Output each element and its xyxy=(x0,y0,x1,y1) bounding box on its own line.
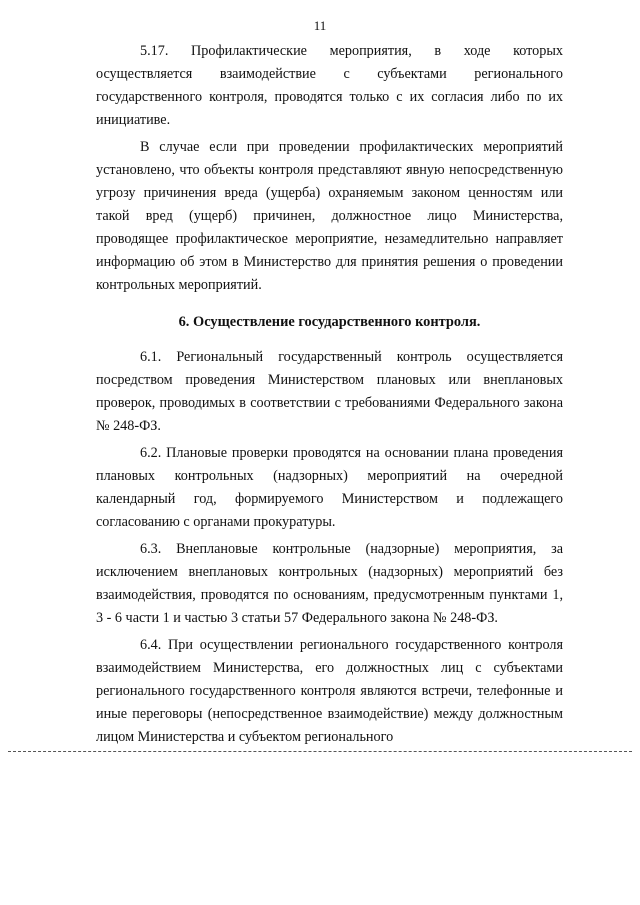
paragraph-6-1: 6.1. Региональный государственный контроль осуществляется посредством проведения Министерством плановых или внеплановых проверок, проводимых в соответствии с требованиями Федерального закона № 248-ФЗ. xyxy=(96,349,563,434)
page-divider xyxy=(8,751,632,752)
paragraph-6-4: 6.4. При осуществлении регионального государственного контроля взаимодействием Министерства, его должностных лиц с субъектами регионального государственного контроля являются встречи, телефонные и иные переговоры (непосредственное взаимодействие) между должностным лицом Министерства и субъектом регионального xyxy=(96,637,563,745)
document-body xyxy=(96,40,563,749)
section-heading: 6. Осуществление государственного контроля. xyxy=(178,314,481,330)
paragraph-6-2: 6.2. Плановые проверки проводятся на основании плана проведения плановых контрольных (надзорных) мероприятий на очередной календарный год, формируемого Министерством и подлежащего согласованию с органами прокуратуры. xyxy=(96,445,563,530)
paragraph-6-3: 6.3. Внеплановые контрольные (надзорные) мероприятия, за исключением внеплановых контрольных (надзорных) мероприятий без взаимодействия, проводятся по основаниям, предусмотренным пунктами 1, 3 - 6 части 1 и частью 3 статьи 57 Федерального закона № 248-ФЗ. xyxy=(96,541,563,626)
paragraph-5-17: 5.17. Профилактические мероприятия, в ходе которых осуществляется взаимодействие с субъектами регионального государственного контроля, проводятся только с их согласия либо по их инициативе. xyxy=(96,43,563,128)
page-number: 11 xyxy=(313,18,327,33)
paragraph-5-17-continuation: В случае если при проведении профилактических мероприятий установлено, что объекты контроля представляют явную непосредственную угрозу причинения вреда (ущерба) охраняемым законом ценностям или такой вред (ущерб) причинен, должностное лицо Министерства, проводящее профилактическое мероприятие, незамедлительно направляет информацию об этом в Министерство для принятия решения о проведении контрольных мероприятий. xyxy=(96,139,563,293)
